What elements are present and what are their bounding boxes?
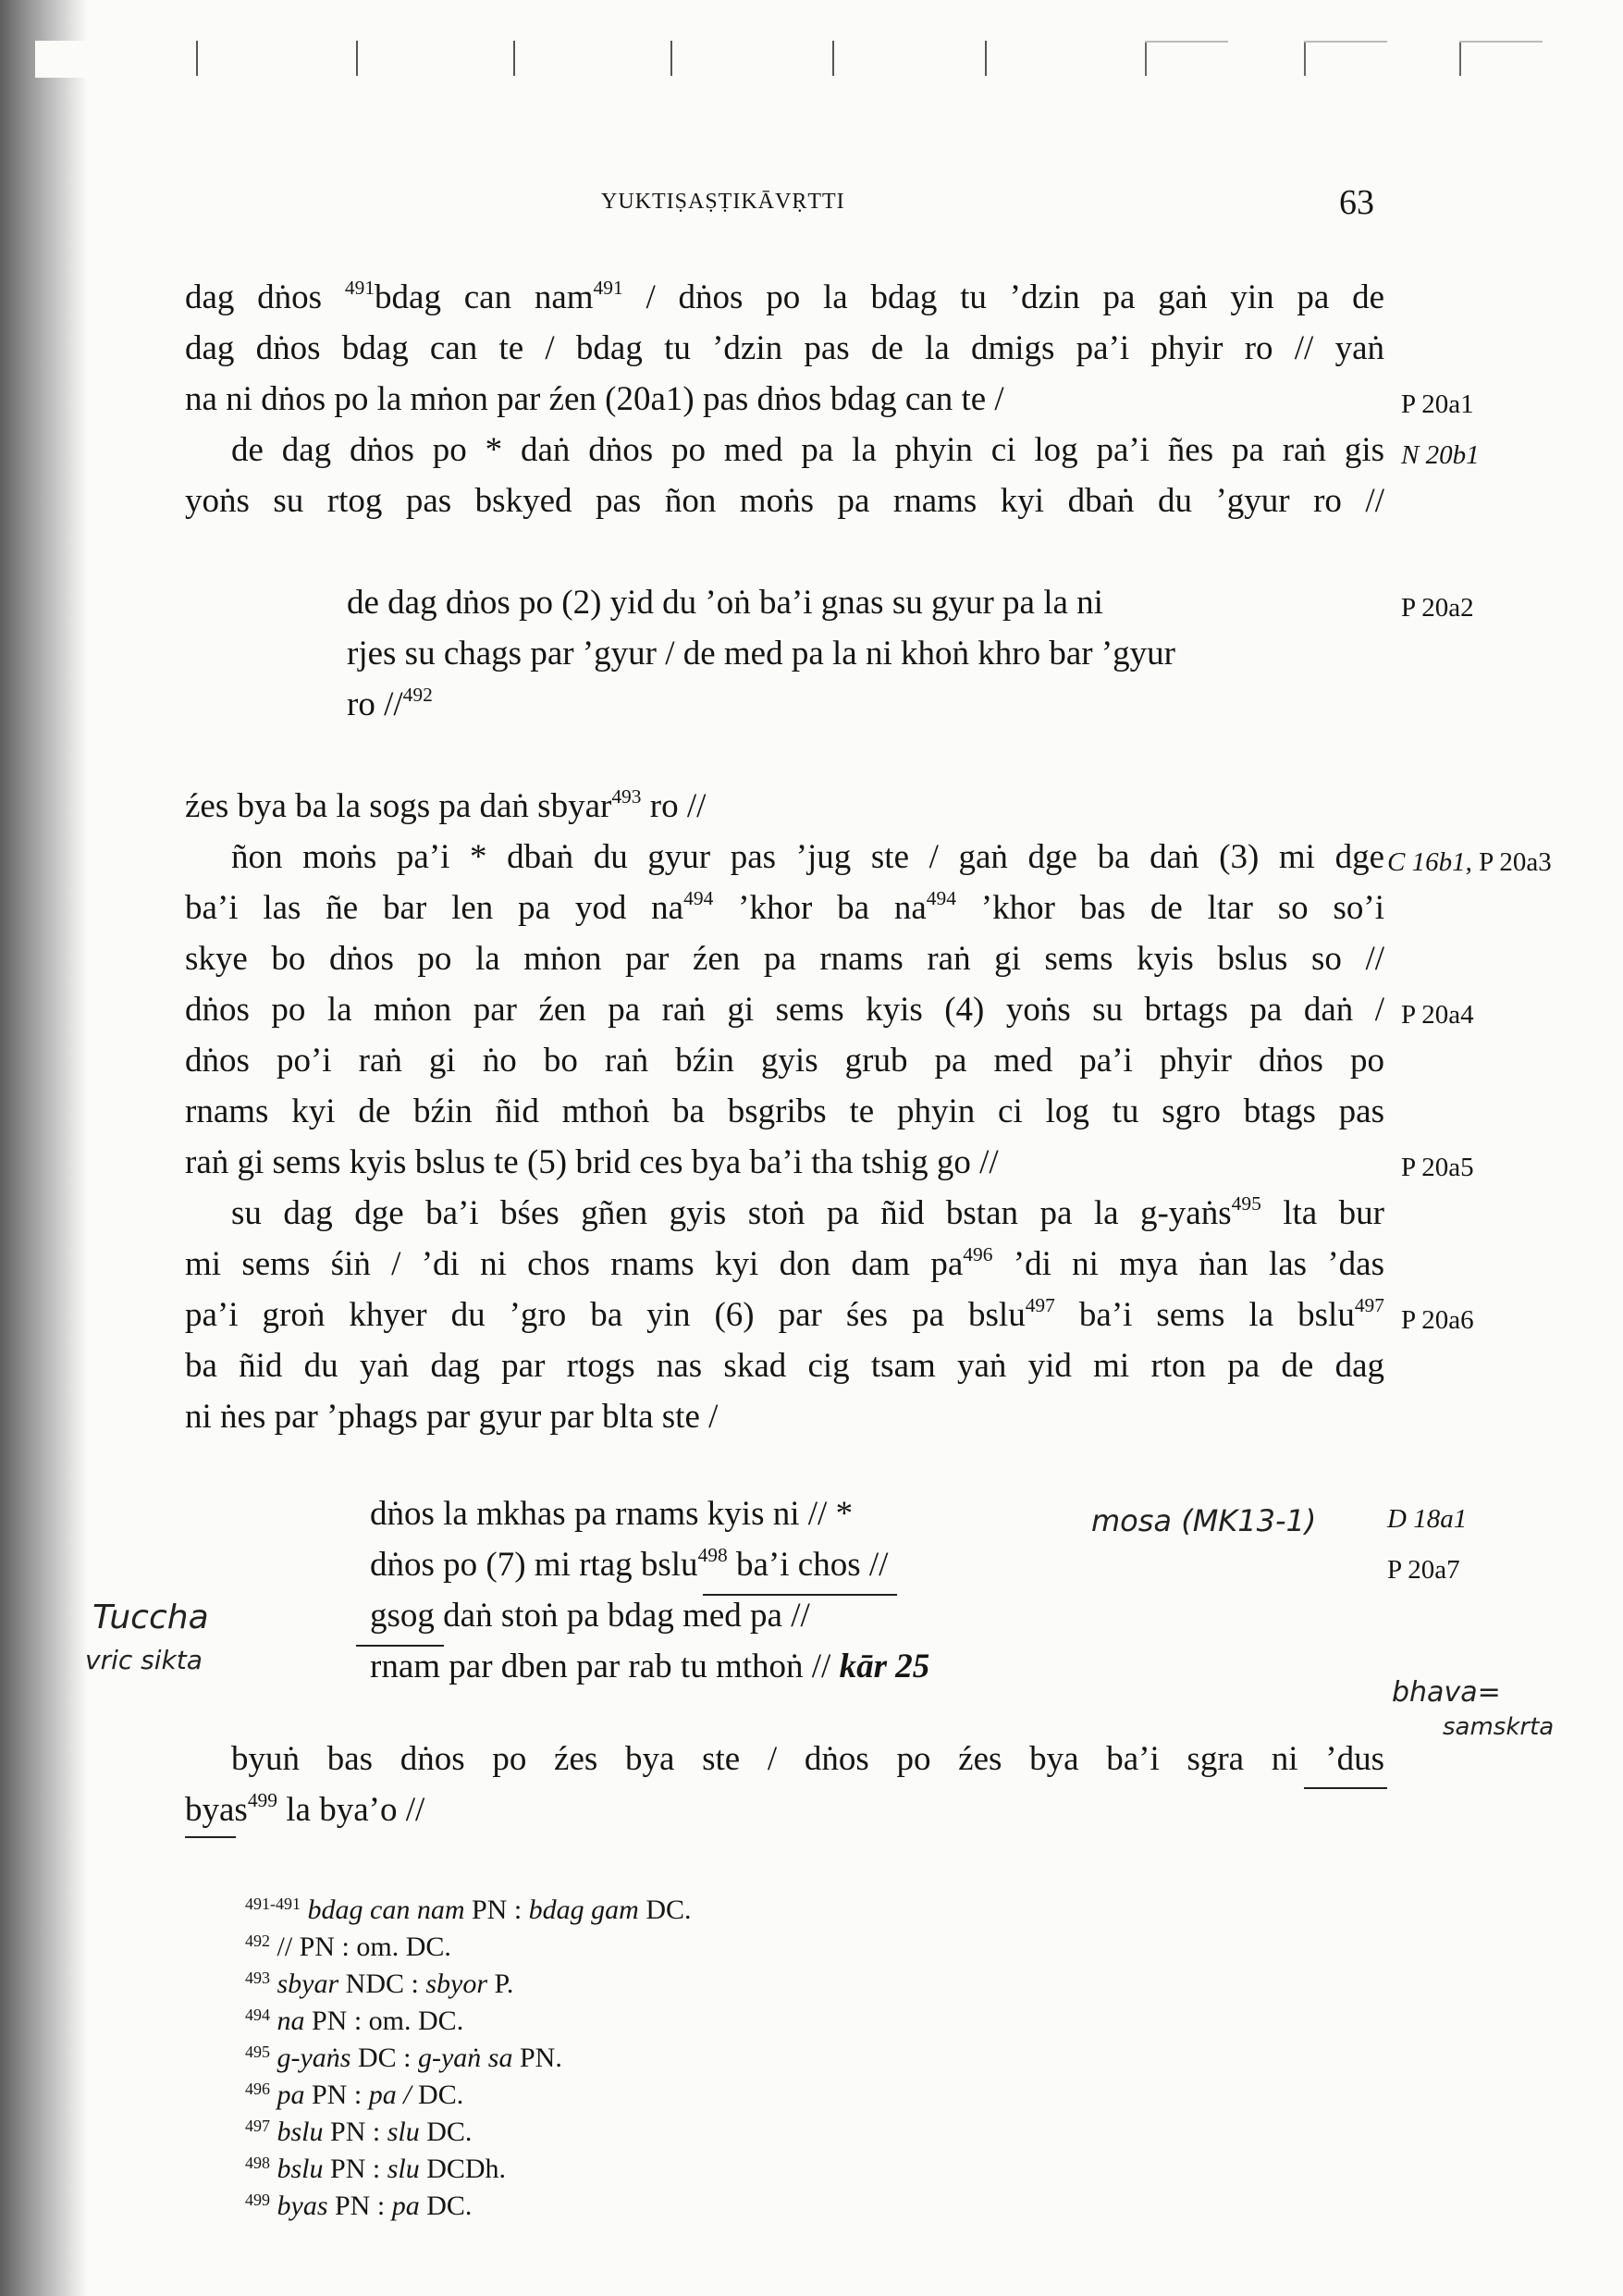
footnote-number: 496 bbox=[245, 2080, 270, 2099]
footnote-number: 497 bbox=[245, 2117, 270, 2136]
text-line: ba ñid du yaṅ dag par rtogs nas skad cig tsam yaṅ yid mi rton pa de dag bbox=[185, 1347, 1384, 1385]
text-line: dag dṅos bdag can te / bdag tu ’dzin pas de la dmigs pa’i phyir ro // yaṅ bbox=[185, 329, 1384, 367]
verse-line: gsog daṅ stoṅ pa bdag med pa // bbox=[370, 1597, 810, 1635]
quote-line: ro //$^{492}$ bbox=[347, 683, 433, 723]
underline-mark bbox=[356, 1645, 444, 1647]
scan-mark bbox=[356, 41, 358, 76]
footnote-number: 492 bbox=[245, 1932, 270, 1951]
text-line: dag dṅos $^{491}$bdag can nam$^{491}$ / dṅos po la bdag tu ’dzin pa gaṅ yin pa de bbox=[185, 276, 1384, 316]
quote-line: rjes su chags par ’gyur / de med pa la ni khoṅ khro bar ’gyur bbox=[347, 635, 1175, 673]
text-line: raṅ gi sems kyis bslus te (5) brid ces bya ba’i tha tshig go // bbox=[185, 1143, 999, 1181]
handwritten-note: vric sikta bbox=[85, 1645, 203, 1675]
footnote bbox=[245, 2114, 472, 2154]
handwritten-note: Tuccha bbox=[92, 1599, 209, 1636]
footnote-number: 493 bbox=[245, 1969, 270, 1988]
margin-ref: N 20b1 bbox=[1401, 440, 1480, 470]
footnote bbox=[245, 2077, 463, 2117]
scan-edge bbox=[35, 41, 100, 78]
footnote-text: na PN : om. DC. bbox=[277, 2006, 464, 2036]
footnote bbox=[245, 2151, 506, 2191]
footnote bbox=[245, 1892, 692, 1932]
scan-mark bbox=[1304, 41, 1306, 76]
scan-mark bbox=[513, 41, 515, 76]
verse-line: dṅos po (7) mi rtag bslu$^{498}$ ba’i chos // bbox=[370, 1543, 889, 1584]
text-line: źes bya ba la sogs pa daṅ sbyar$^{493}$ ro // bbox=[185, 784, 707, 825]
text-line: yoṅs su rtog pas bskyed pas ñon moṅs pa rnams kyi dbaṅ du ’gyur ro // bbox=[185, 482, 1384, 520]
footnote-number: 491-491 bbox=[245, 1895, 301, 1914]
underline-mark bbox=[1304, 1787, 1387, 1789]
scan-mark bbox=[1459, 41, 1461, 76]
scan-mark bbox=[1145, 41, 1147, 76]
page-number: 63 bbox=[1339, 183, 1374, 222]
footnote-text: sbyar NDC : sbyor P. bbox=[277, 1969, 514, 1999]
footnote-text: byas PN : pa DC. bbox=[277, 2191, 473, 2221]
footnote-number: 494 bbox=[245, 2006, 270, 2025]
text-line: rnams kyi de bźin ñid mthoṅ ba bsgribs te phyin ci log tu sgro btags pas bbox=[185, 1092, 1384, 1130]
quote-line: de dag dṅos po (2) yid du ’oṅ ba’i gnas su gyur pa la ni bbox=[347, 584, 1103, 622]
footnote bbox=[245, 2188, 472, 2228]
underline-mark bbox=[185, 1836, 236, 1838]
text-line: dṅos po’i raṅ gi ṅo bo raṅ bźin gyis grub pa med pa’i phyir dṅos po bbox=[185, 1042, 1384, 1080]
verse-line: rnam par dben par rab tu mthoṅ // kār 25 bbox=[370, 1648, 930, 1685]
text-line: ñon moṅs pa’i * dbaṅ du gyur pas ’jug ste / gaṅ dge ba daṅ (3) mi dge bbox=[231, 838, 1384, 876]
margin-ref: P 20a6 bbox=[1401, 1305, 1474, 1335]
footnote-text: bslu PN : slu DCDh. bbox=[277, 2154, 507, 2184]
text-line: su dag dge ba’i bśes gñen gyis stoṅ pa ñid bstan pa la g-yaṅs$^{495}$ lta bur bbox=[231, 1191, 1384, 1232]
footnote-text: pa PN : pa / DC. bbox=[277, 2080, 464, 2110]
text-line: byas$^{499}$ la bya’o // bbox=[185, 1788, 425, 1829]
scan-mark bbox=[832, 41, 834, 76]
handwritten-note: bhava= bbox=[1392, 1676, 1501, 1709]
underline-mark bbox=[703, 1594, 897, 1596]
text-line: ni ṅes par ’phags par gyur par blta ste / bbox=[185, 1398, 719, 1436]
text-line: mi sems śiṅ / ’di ni chos rnams kyi don dam $pa^{496}$ ’di ni mya ṅan las ’das bbox=[185, 1242, 1385, 1283]
footnote-number: 499 bbox=[245, 2191, 270, 2210]
text-line: dṅos po la mṅon par źen pa raṅ gi sems kyis (4) yoṅs su brtags pa daṅ / bbox=[185, 991, 1384, 1029]
text-line: ba’i las ñe bar len pa yod $na^{494}$ ’khor ba $na^{494}$ ’khor bas de ltar so so’i bbox=[185, 886, 1384, 927]
footnote-text: bdag can nam PN : bdag gam DC. bbox=[307, 1895, 692, 1925]
handwritten-note: mosa (MK13-1) bbox=[1091, 1503, 1317, 1538]
scan-mark bbox=[196, 41, 198, 76]
page-header bbox=[0, 183, 1623, 227]
text-line: de dag dṅos po * daṅ dṅos po med pa la phyin ci log pa’i ñes pa raṅ gis bbox=[231, 431, 1384, 469]
footnote-text: bslu PN : slu DC. bbox=[277, 2117, 473, 2147]
scan-mark bbox=[985, 41, 987, 76]
margin-ref: P 20a1 bbox=[1401, 389, 1474, 419]
text-line: pa’i groṅ khyer du ’gro ba yin (6) par śes pa bslu$^{497}$ ba’i sems la bslu$^{497}$ bbox=[185, 1293, 1385, 1334]
footnote-number: 495 bbox=[245, 2043, 270, 2062]
footnote-number: 498 bbox=[245, 2154, 270, 2173]
scan-mark bbox=[670, 41, 672, 76]
footnote bbox=[245, 1966, 513, 2006]
text-line: byuṅ bas dṅos po źes bya ste / dṅos po źes bya ba’i sgra ni ’dus bbox=[231, 1740, 1384, 1778]
running-head: YUKTIṢAṢṬIKĀVṚTTI bbox=[601, 190, 845, 214]
margin-ref: P 20a4 bbox=[1401, 1000, 1474, 1030]
footnote-text: g-yaṅs DC : g-yaṅ sa PN. bbox=[277, 2043, 562, 2073]
text-line: na ni dṅos po la mṅon par źen (20a1) pas dṅos bdag can te / bbox=[185, 380, 1004, 418]
margin-ref: P 20a7 bbox=[1387, 1555, 1460, 1585]
margin-ref: D 18a1 bbox=[1387, 1504, 1468, 1534]
footnote bbox=[245, 2040, 562, 2080]
margin-ref-c: C 16b1 bbox=[1387, 847, 1466, 877]
verse-line: dṅos la mkhas pa rnams kyis ni // * bbox=[370, 1495, 854, 1533]
text-line: skye bo dṅos po la mṅon par źen pa rnams raṅ gi sems kyis bslus so // bbox=[185, 940, 1384, 978]
margin-ref: C 16b1, P 20a3 bbox=[1387, 847, 1552, 877]
book-spine-shadow bbox=[0, 0, 88, 2296]
handwritten-note: samskrta bbox=[1443, 1713, 1555, 1741]
footnote-text: // PN : om. DC. bbox=[277, 1932, 451, 1962]
margin-ref: P 20a5 bbox=[1401, 1153, 1474, 1182]
footnote bbox=[245, 2003, 463, 2043]
footnote bbox=[245, 1929, 451, 1969]
margin-ref: P 20a2 bbox=[1401, 593, 1474, 623]
